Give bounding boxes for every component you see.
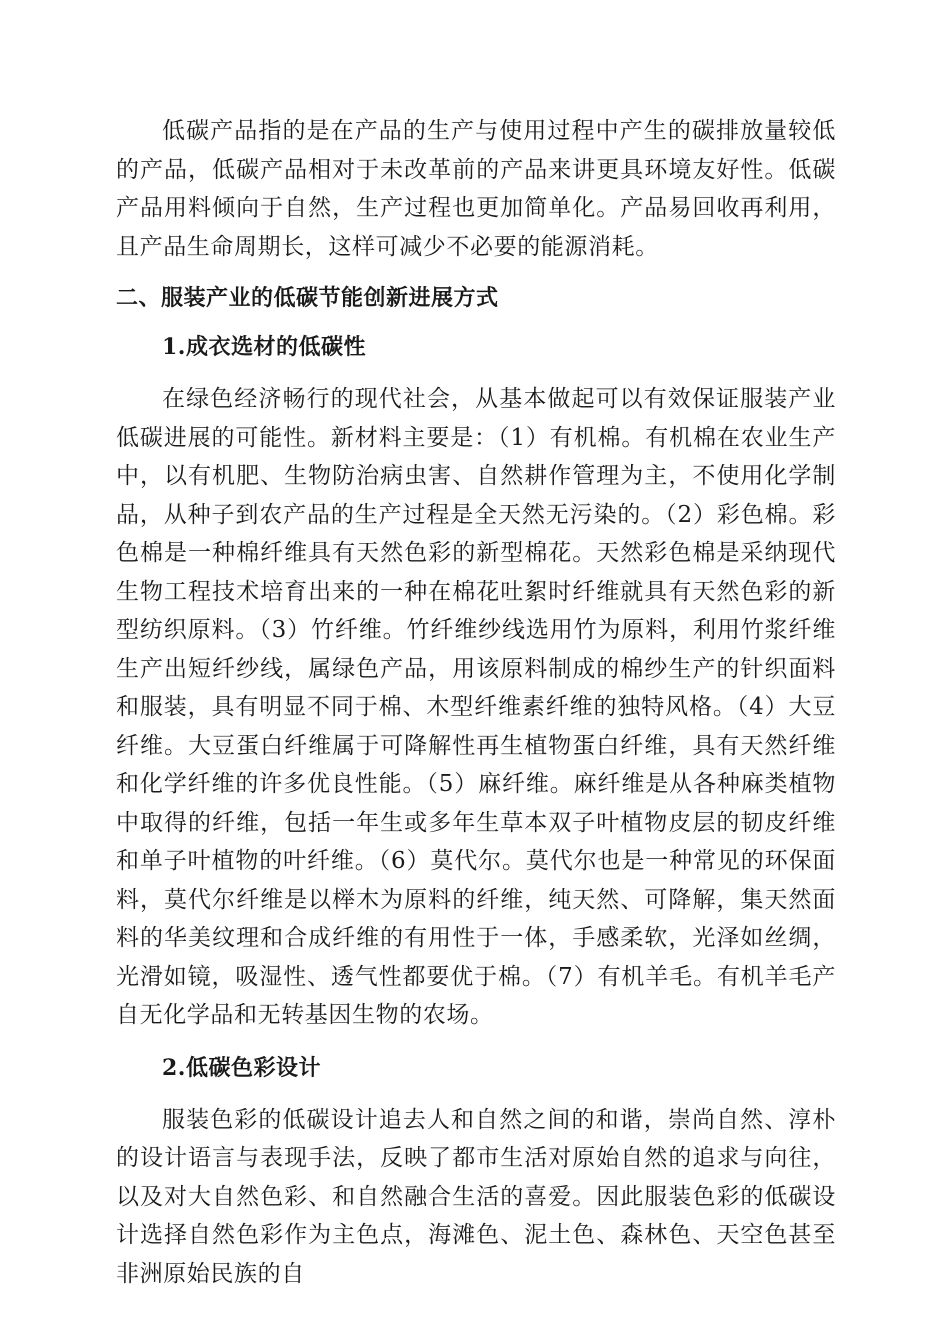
intro-paragraph: 低碳产品指的是在产品的生产与使用过程中产生的碳排放量较低的产品，低碳产品相对于未改革前的产品来讲更具环境友好性。低碳产品用料倾向于自然，生产过程也更加简单化。产品易回收再利用，且产品生命周期长，这样可减少不必要的能源消耗。: [116, 118, 836, 260]
document-body: [116, 112, 836, 1293]
subsection-1-paragraph: 在绿色经济畅行的现代社会，从基本做起可以有效保证服装产业低碳进展的可能性。新材料主要是：（1）有机棉。有机棉在农业生产中，以有机肥、生物防治病虫害、自然耕作管理为主，不使用化学制品，从种子到农产品的生产过程是全天然无污染的。（2）彩色棉。彩色棉是一种棉纤维具有天然色彩的新型棉花。天然彩色棉是采纳现代生物工程技术培育出来的一种在棉花吐絮时纤维就具有天然色彩的新型纺织原料。（3）竹纤维。竹纤维纱线选用竹为原料，利用竹浆纤维生产出短纤纱线，属绿色产品，用该原料制成的棉纱生产的针织面料和服装，具有明显不同于棉、木型纤维素纤维的独特风格。（4）大豆纤维。大豆蛋白纤维属于可降解性再生植物蛋白纤维，具有天然纤维和化学纤维的许多优良性能。（5）麻纤维。麻纤维是从各种麻类植物中取得的纤维，包括一年生或多年生草本双子叶植物皮层的韧皮纤维和单子叶植物的叶纤维。（6）莫代尔。莫代尔也是一种常见的环保面料，莫代尔纤维是以榉木为原料的纤维，纯天然、可降解，集天然面料的华美纹理和合成纤维的有用性于一体，手感柔软，光泽如丝绸，光滑如镜，吸湿性、透气性都要优于棉。（7）有机羊毛。有机羊毛产自无化学品和无转基因生物的农场。: [116, 386, 836, 1028]
subsection-2-paragraph: 服装色彩的低碳设计追去人和自然之间的和谐，崇尚自然、淳朴的设计语言与表现手法，反映了都市生活对原始自然的追求与向往，以及对大自然色彩、和自然融合生活的喜爱。因此服装色彩的低碳设计选择自然色彩作为主色点，海滩色、泥土色、森林色、天空色甚至非洲原始民族的自: [116, 1106, 836, 1287]
section-heading: 二、服装产业的低碳节能创新进展方式: [116, 286, 499, 311]
subsection-2-title: 2.低碳色彩设计: [162, 1054, 321, 1081]
subsection-1-title: 1.成衣选材的低碳性: [162, 334, 366, 360]
